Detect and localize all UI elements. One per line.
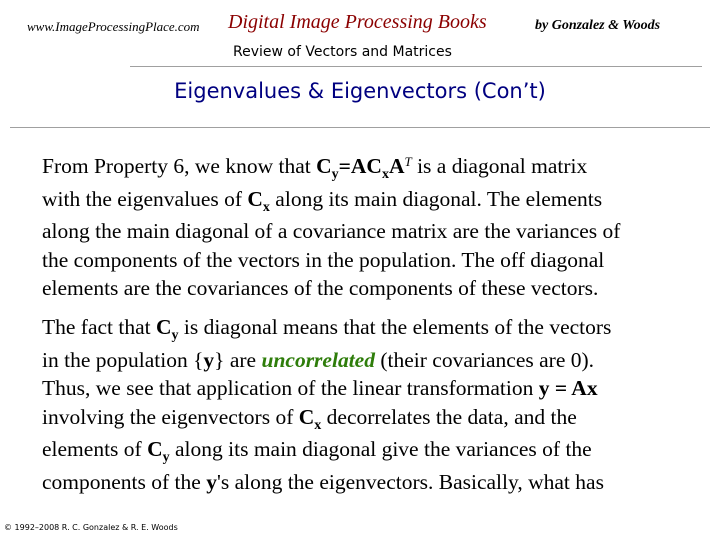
text: From Property 6, we know that [42, 154, 317, 178]
authors: by Gonzalez & Woods [535, 18, 661, 33]
paragraph-2-line-2 [42, 346, 712, 375]
paragraph-1 [42, 152, 712, 303]
superscript: T [404, 154, 412, 169]
paragraph-1-line-3: along the main diagonal of a covariance matrix are the variances of [42, 219, 621, 243]
subscript: x [262, 199, 270, 215]
paragraph-1-line-4: the components of the vectors in the population. The off diagonal [42, 247, 605, 272]
slide-title: Eigenvalues & Eigenvectors (Con’t) [174, 79, 546, 103]
paragraph-2-line-3 [42, 374, 712, 403]
text: C [247, 186, 263, 211]
subscript: y [331, 167, 339, 182]
paragraph-2 [42, 313, 712, 496]
text: along its main diagonal. The elements [269, 186, 603, 211]
paragraph-1-line-2 [42, 185, 712, 218]
title-divider [10, 127, 710, 128]
section-subtitle: Review of Vectors and Matrices [233, 44, 452, 60]
text: Thus, we see that application of the linear transformation [42, 376, 539, 400]
subscript: y [171, 328, 179, 343]
top-divider [130, 66, 702, 67]
text: C [147, 437, 163, 461]
text: in the population { [42, 347, 204, 372]
text: is a diagonal matrix [411, 154, 588, 178]
text: is diagonal means that the elements of the vectors [178, 315, 612, 339]
text: A [388, 154, 405, 178]
header-url: www.ImageProcessingPlace.com [27, 19, 200, 34]
paragraph-2-line-4 [42, 403, 712, 436]
text: C [316, 154, 332, 178]
paragraph-2-line-6 [42, 468, 712, 497]
text: C [156, 315, 172, 339]
subscript: x [381, 167, 389, 182]
text: decorrelates the data, and the [321, 404, 577, 429]
paragraph-2-line-5 [42, 435, 712, 468]
text: C [298, 404, 315, 429]
subscript: x [314, 417, 322, 433]
text: with the eigenvalues of [42, 186, 248, 211]
text: y [203, 347, 215, 372]
text: =AC [338, 154, 382, 178]
text: components of the [42, 469, 207, 494]
text: The fact that [42, 315, 157, 339]
text: (their covariances are 0). [374, 347, 595, 372]
book-title: Digital Image Processing Books [228, 11, 487, 33]
paragraph-2-line-1 [42, 313, 712, 346]
subscript: y [162, 450, 170, 465]
text: } are [214, 347, 262, 372]
emphasis-text: uncorrelated [261, 347, 375, 372]
text: 's along the eigenvectors. Basically, what has [216, 469, 604, 494]
text: y [206, 469, 217, 494]
footer-copyright: © 1992–2008 R. C. Gonzalez & R. E. Woods [4, 523, 178, 532]
text: elements of [42, 437, 148, 461]
paragraph-1-line-5: elements are the covariances of the components of these vectors. [42, 276, 599, 300]
equation: y = Ax [538, 376, 598, 400]
paragraph-1-line-1 [42, 152, 712, 185]
text: along its main diagonal give the variances of the [169, 437, 592, 461]
text: involving the eigenvectors of [42, 404, 299, 429]
